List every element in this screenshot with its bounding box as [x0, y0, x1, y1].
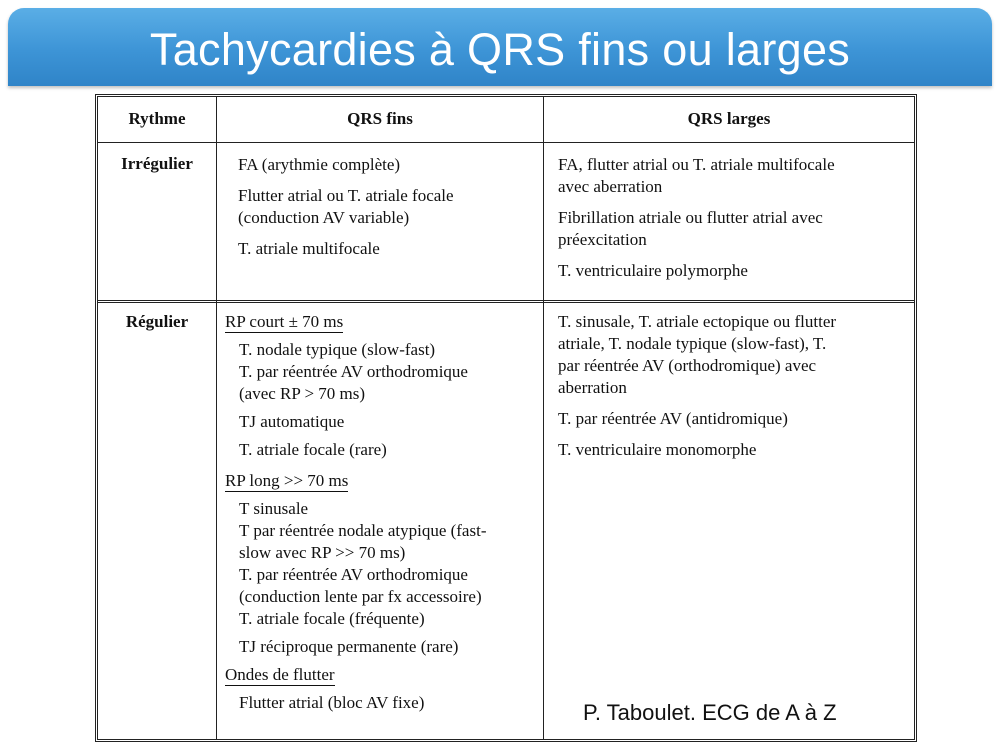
rhythm-table [95, 94, 917, 742]
list-item: T par réentrée nodale atypique (fast- [239, 521, 487, 540]
row-label-regulier: Régulier [125, 312, 189, 331]
subheading-rp-court: RP court ± 70 ms [225, 312, 344, 331]
header-qrs-fins: QRS fins [347, 109, 413, 128]
list-item: Flutter atrial ou T. atriale focale [238, 186, 454, 205]
list-item: TJ réciproque permanente (rare) [239, 637, 459, 656]
list-item: atriale, T. nodale typique (slow-fast), T. [558, 334, 827, 353]
header-qrs-larges: QRS larges [687, 109, 771, 128]
table-divider [216, 97, 217, 739]
subheading-rp-long: RP long >> 70 ms [225, 471, 349, 490]
cell-irregulier-larges [558, 154, 908, 282]
source-credit: P. Taboulet. ECG de A à Z [583, 700, 837, 725]
list-item: (avec RP > 70 ms) [239, 384, 366, 403]
list-item: T. atriale focale (rare) [239, 440, 387, 459]
list-item: avec aberration [558, 177, 663, 196]
list-item: T. par réentrée AV orthodromique [239, 362, 468, 381]
list-item: T sinusale [239, 499, 309, 518]
table-divider [98, 142, 914, 143]
list-item: T. atriale focale (fréquente) [239, 609, 425, 628]
list-item: T. par réentrée AV orthodromique [239, 565, 468, 584]
list-item: T. par réentrée AV (antidromique) [558, 409, 788, 428]
list-item: T. sinusale, T. atriale ectopique ou flutter [558, 312, 837, 331]
slide-title: Tachycardies à QRS fins ou larges [149, 24, 851, 75]
header-rythme: Rythme [128, 109, 186, 128]
cell-regulier-fins [225, 311, 540, 714]
list-item: FA (arythmie complète) [238, 155, 401, 174]
list-item: (conduction AV variable) [238, 208, 410, 227]
list-item: FA, flutter atrial ou T. atriale multifocale [558, 155, 835, 174]
list-item: TJ automatique [239, 412, 345, 431]
list-item: T. atriale multifocale [238, 239, 380, 258]
table-divider [543, 97, 544, 739]
list-item: Fibrillation atriale ou flutter atrial avec [558, 208, 823, 227]
list-item: T. nodale typique (slow-fast) [239, 340, 436, 359]
list-item: T. ventriculaire polymorphe [558, 261, 748, 280]
list-item: par réentrée AV (orthodromique) avec [558, 356, 817, 375]
subheading-ondes-flutter: Ondes de flutter [225, 665, 335, 684]
list-item: slow avec RP >> 70 ms) [239, 543, 406, 562]
cell-irregulier-fins [238, 154, 538, 260]
list-item: Flutter atrial (bloc AV fixe) [239, 693, 425, 712]
list-item: (conduction lente par fx accessoire) [239, 587, 482, 606]
list-item: préexcitation [558, 230, 647, 249]
list-item: aberration [558, 378, 627, 397]
list-item: T. ventriculaire monomorphe [558, 440, 757, 459]
title-banner [8, 8, 992, 86]
cell-regulier-larges [558, 311, 908, 461]
row-label-irregulier: Irrégulier [121, 154, 193, 173]
table-divider [98, 300, 914, 303]
